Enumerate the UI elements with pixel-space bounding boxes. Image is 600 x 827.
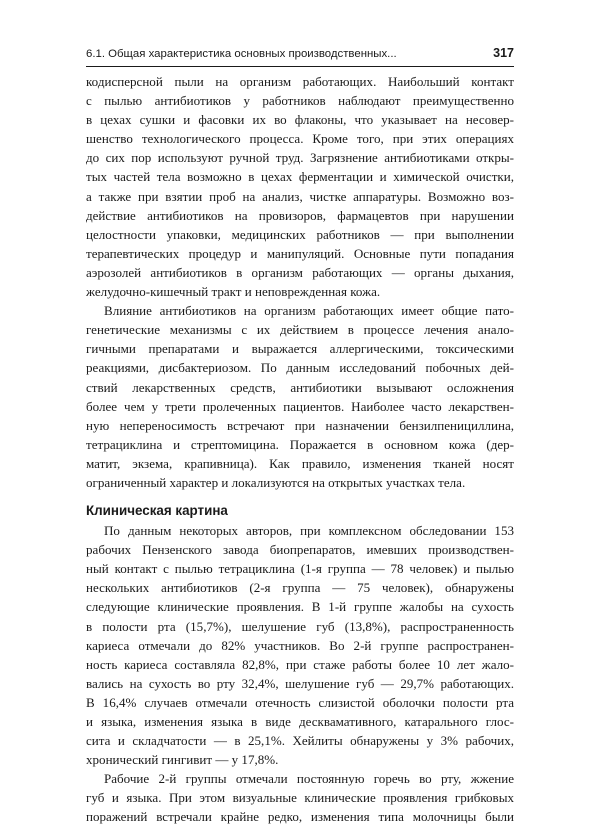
page-number: 317 xyxy=(493,46,514,60)
text-line: вались на сухость во рту 32,4%, шелушение губ — 29,7% работающих. xyxy=(86,675,514,691)
text-line: реакциями, дисбактериозом. По данным исследований побочных дей- xyxy=(86,360,514,376)
text-line: Влияние антибиотиков на организм работающих имеет общие пато- xyxy=(104,303,514,319)
section-heading: Клиническая картина xyxy=(86,503,228,519)
text-line: Рабочие 2-й группы отмечали постоянную горечь во рту, жжение xyxy=(104,771,514,787)
text-line: ный контакт с пылью тетрациклина (1-я группа — 78 человек) и пылью xyxy=(86,561,514,577)
intro-paragraphs xyxy=(86,72,514,492)
text-line: хронический гингивит — у 17,8%. xyxy=(86,752,279,768)
text-line: следующие клинические проявления. В 1-й группе жалобы на сухость xyxy=(86,599,514,615)
text-line: нескольких антибиотиков (2-я группа — 75 человек), обнаружены xyxy=(86,580,514,596)
text-line: терапевтических процедур и манипуляций. Основные пути попадания xyxy=(86,245,514,261)
text-line: и языка, изменения языка в виде десквамативного, катарального глос- xyxy=(86,714,514,729)
text-line: По данным некоторых авторов, при комплексном обследовании 153 xyxy=(104,523,514,539)
running-head-title: 6.1. Общая характеристика основных производственных... xyxy=(86,48,397,60)
text-line: кариеса отмечали до 82% участников. Во 2-й группе распространен- xyxy=(86,637,514,653)
text-line: тетрациклина и стрептомицина. Поражается в основном кожа (дер- xyxy=(86,436,514,452)
text-line: тых частей тела возможно в цехах ферментации и химической очистки, xyxy=(86,169,514,185)
book-page xyxy=(86,46,514,827)
text-line: рабочих Пензенского завода биопрепаратов, имевших производствен- xyxy=(86,542,514,558)
text-line: губ и языка. При этом визуальные клинические проявления грибковых xyxy=(86,790,514,806)
running-head xyxy=(86,46,514,67)
text-line: кодисперсной пыли на организм работающих. Наибольший контакт xyxy=(86,74,514,89)
text-line: ограниченный характер и локализуются на открытых участках тела. xyxy=(86,474,466,490)
text-line: более чем у трети пролеченных пациентов. Наиболее часто лекарствен- xyxy=(86,398,514,414)
text-line: до сих пор используют ручной труд. Загрязнение антибиотиками откры- xyxy=(86,150,514,166)
text-line: действие антибиотиков на провизоров, фармацевтов при нарушении xyxy=(86,207,514,223)
text-line: с пылью антибиотиков у работников наблюдают преимущественно xyxy=(86,93,514,109)
text-line: в цехах сушки и фасовки их во флаконы, что указывает на несовер- xyxy=(86,112,514,128)
body-text xyxy=(86,72,514,827)
text-line: в полости рта (15,7%), шелушение губ (13,8%), распространенность xyxy=(86,618,514,634)
paragraph xyxy=(86,301,514,492)
text-line: генетические механизмы с их действием в процессе лечения анало- xyxy=(86,322,514,338)
text-line: сита и складчатости — в 25,1%. Хейлиты обнаружены у 3% рабочих, xyxy=(86,733,514,749)
text-line: целостности упаковки, медицинских работников — при выполнении xyxy=(86,226,514,242)
text-line: а также при взятии проб на анализ, чистке аппаратуры. Возможно воз- xyxy=(86,188,514,204)
text-line: шенство технологического процесса. Кроме того, при этих операциях xyxy=(86,131,514,147)
paragraph xyxy=(86,769,514,826)
paragraph xyxy=(86,72,514,301)
text-line: гичными препаратами и выражается аллергическими, токсическими xyxy=(86,341,514,357)
text-line: аэрозолей антибиотиков в организм работающих — органы дыхания, xyxy=(86,264,514,280)
section-paragraphs xyxy=(86,521,514,827)
text-line: матит, экзема, крапивница). Как правило, изменения тканей носят xyxy=(86,455,514,471)
text-line: ную непереносимость встречают при назначении бензилпенициллина, xyxy=(86,417,514,433)
text-line: В 16,4% случаев отмечали отечность слизистой оболочки полости рта xyxy=(86,694,514,710)
text-line: ствий лекарственных средств, антибиотики вызывают осложнения xyxy=(86,379,514,395)
text-line: ность кариеса составляла 82,8%, при стаже работы более 10 лет жало- xyxy=(86,656,514,672)
text-line: желудочно-кишечный тракт и неповрежденная кожа. xyxy=(86,284,381,300)
paragraph xyxy=(86,521,514,769)
text-line: поражений встречали крайне редко, изменения типа молочницы были xyxy=(86,809,514,825)
